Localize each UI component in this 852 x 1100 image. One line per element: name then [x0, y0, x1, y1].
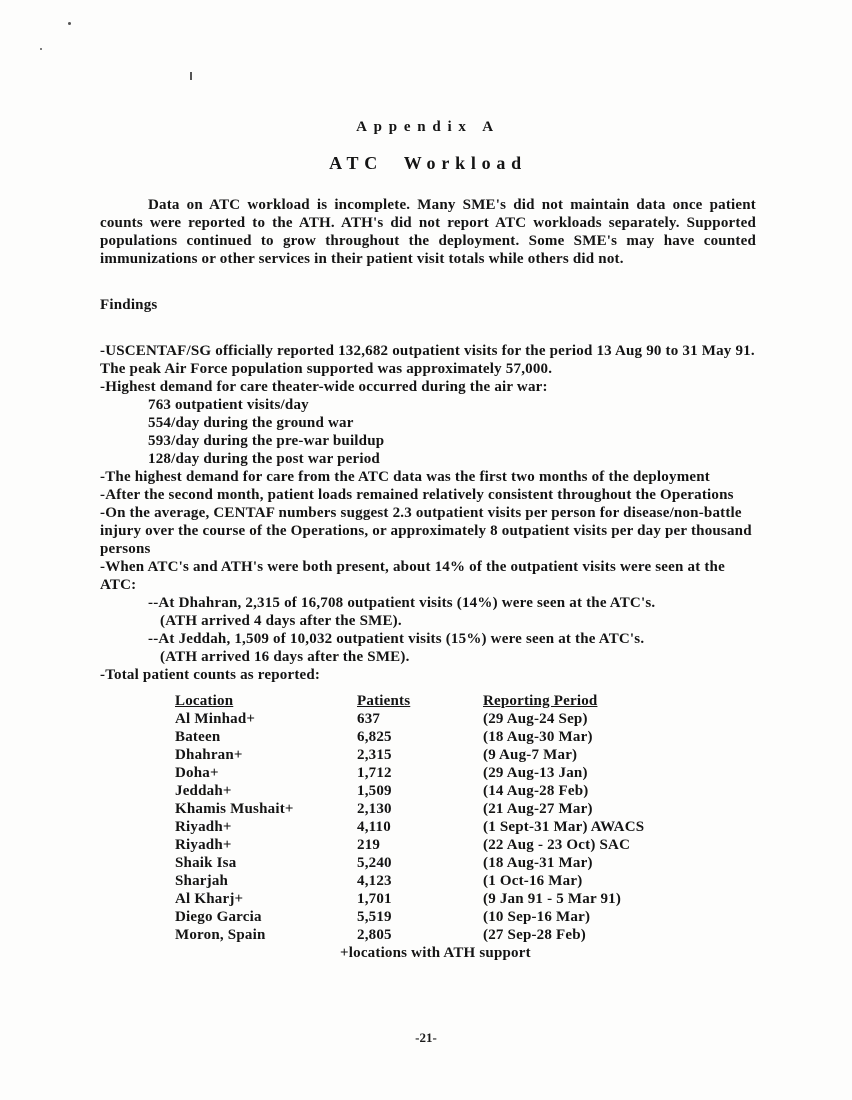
table-cell: 2,315 [357, 747, 392, 763]
table-cell: 4,123 [357, 873, 392, 889]
table-cell: Riyadh+ [175, 837, 232, 853]
findings-list [100, 342, 756, 684]
table-cell: Jeddah+ [175, 783, 232, 799]
table-cell: 1,701 [357, 891, 392, 907]
table-cell: Doha+ [175, 765, 219, 781]
table-cell: 6,825 [357, 729, 392, 745]
table-cell: (14 Aug-28 Feb) [483, 783, 589, 799]
table-cell: (1 Sept-31 Mar) AWACS [483, 819, 645, 835]
finding-line: -Highest demand for care theater-wide occurred during the air war: [100, 379, 548, 395]
table-cell: (9 Jan 91 - 5 Mar 91) [483, 891, 622, 907]
finding-line: 593/day during the pre-war buildup [148, 433, 385, 449]
table-cell: 219 [357, 837, 381, 853]
page-content [100, 118, 756, 962]
table-cell: (22 Aug - 23 Oct) SAC [483, 837, 631, 853]
table-cell: Al Kharj+ [175, 891, 244, 907]
table-cell: (21 Aug-27 Mar) [483, 801, 593, 817]
scan-speckle [68, 22, 71, 25]
table-header: Location [175, 693, 234, 709]
table-cell: (29 Aug-24 Sep) [483, 711, 588, 727]
finding-line: 128/day during the post war period [148, 451, 380, 467]
table-cell: (29 Aug-13 Jan) [483, 765, 588, 781]
finding-line: -On the average, CENTAF numbers suggest 2.3 outpatient visits per person for disease/non-battle injury over the course of the Operations, or approximately 8 outpatient visits per day per thousand persons [100, 505, 752, 557]
finding-line: -When ATC's and ATH's were both present, about 14% of the outpatient visits were seen at the ATC: [100, 559, 725, 593]
table-cell: 1,712 [357, 765, 392, 781]
scan-speckle [40, 48, 42, 50]
table-cell: (1 Oct-16 Mar) [483, 873, 583, 889]
table-cell: Dhahran+ [175, 747, 243, 763]
table-cell: Sharjah [175, 873, 229, 889]
table-cell: (9 Aug-7 Mar) [483, 747, 578, 763]
finding-line: --At Dhahran, 2,315 of 16,708 outpatient visits (14%) were seen at the ATC's. [148, 595, 656, 611]
table-cell: Al Minhad+ [175, 711, 256, 727]
finding-line: (ATH arrived 16 days after the SME). [160, 649, 410, 665]
table-cell: 4,110 [357, 819, 391, 835]
finding-line: -Total patient counts as reported: [100, 667, 321, 683]
patient-counts-table [175, 692, 756, 944]
table-cell: 5,519 [357, 909, 392, 925]
table-cell: Khamis Mushait+ [175, 801, 294, 817]
intro-paragraph: Data on ATC workload is incomplete. Many SME's did not maintain data once patient counts were reported to the ATH. ATH's did not report ATC workloads separately. Supported populations continued to grow throughout the deployment. Some SME's may have counted immunizations or other services in their patient visit totals while others did not. [100, 197, 756, 267]
table-cell: (27 Sep-28 Feb) [483, 927, 586, 943]
table-header: Patients [357, 693, 411, 709]
table-footnote: +locations with ATH support [340, 945, 531, 961]
table-cell: 2,130 [357, 801, 392, 817]
finding-line: --At Jeddah, 1,509 of 10,032 outpatient visits (15%) were seen at the ATC's. [148, 631, 645, 647]
table-cell: 1,509 [357, 783, 392, 799]
table-cell: 637 [357, 711, 381, 727]
finding-line: -After the second month, patient loads remained relatively consistent throughout the Operations [100, 487, 734, 503]
table-cell: Diego Garcia [175, 909, 262, 925]
appendix-title: Appendix A [356, 119, 500, 135]
page-title: ATC Workload [329, 153, 527, 173]
table-cell: Riyadh+ [175, 819, 232, 835]
table-cell: (10 Sep-16 Mar) [483, 909, 591, 925]
table-cell: (18 Aug-30 Mar) [483, 729, 593, 745]
page-number: -21- [415, 1030, 437, 1045]
finding-line: 554/day during the ground war [148, 415, 354, 431]
table-cell: (18 Aug-31 Mar) [483, 855, 593, 871]
table-cell: Bateen [175, 729, 221, 745]
table-cell: Moron, Spain [175, 927, 266, 943]
table-header: Reporting Period [483, 693, 598, 709]
finding-line: -The highest demand for care from the ATC data was the first two months of the deployment [100, 469, 710, 485]
table-cell: 2,805 [357, 927, 392, 943]
finding-line: -USCENTAF/SG officially reported 132,682 outpatient visits for the period 13 Aug 90 to 31 May 91. The peak Air Force population supported was approximately 57,000. [100, 343, 755, 377]
finding-line: (ATH arrived 4 days after the SME). [160, 613, 402, 629]
findings-heading: Findings [100, 297, 158, 313]
table-cell: Shaik Isa [175, 855, 237, 871]
table-cell: 5,240 [357, 855, 392, 871]
finding-line: 763 outpatient visits/day [148, 397, 309, 413]
scan-speckle [190, 72, 192, 80]
